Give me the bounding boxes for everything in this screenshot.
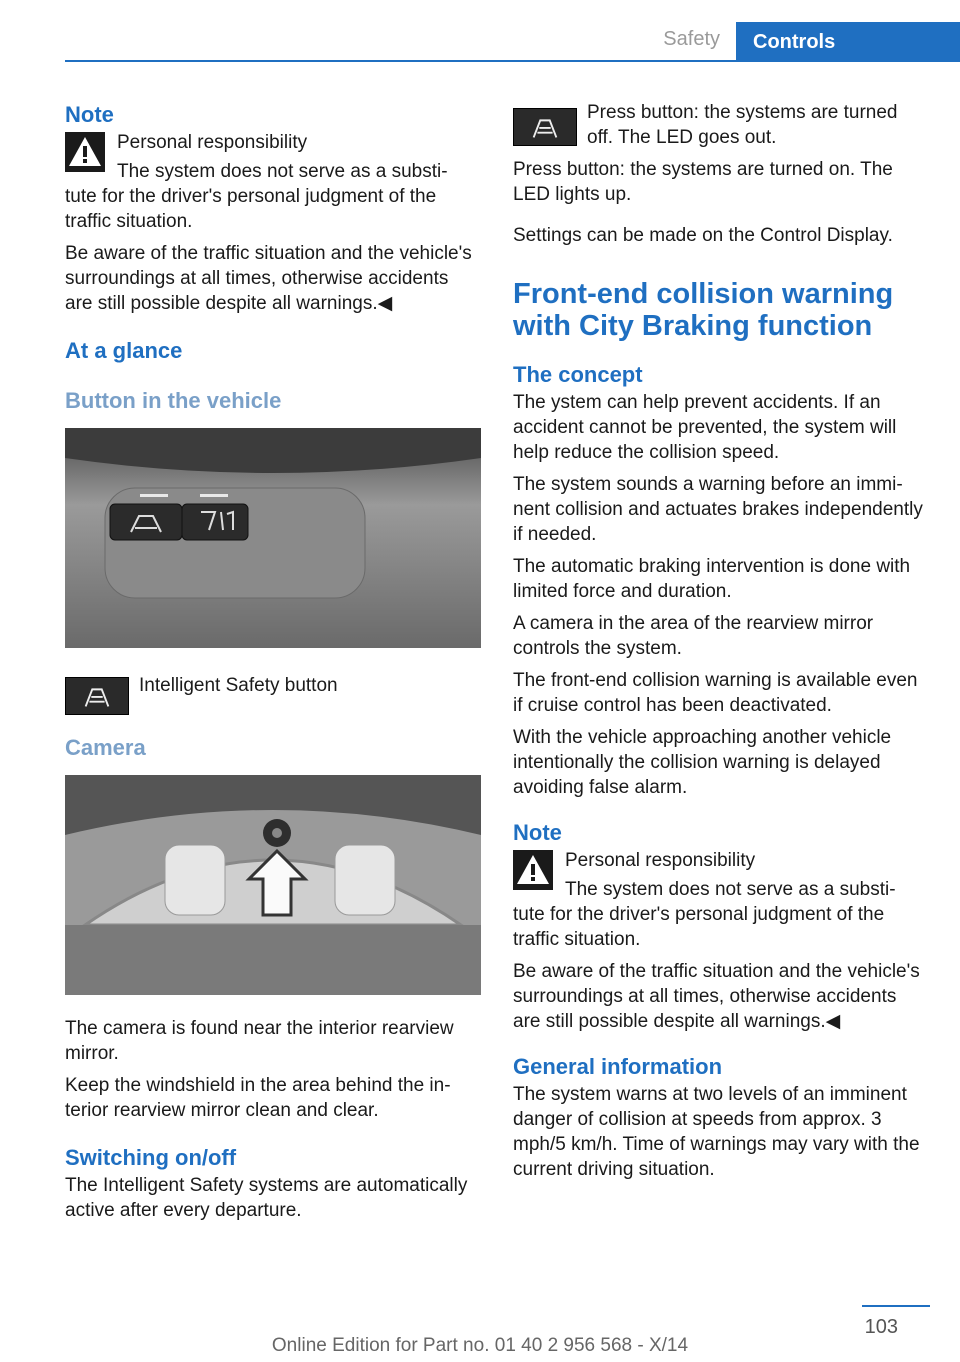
main-heading: Front-end collision warning with City Braking function: [513, 278, 894, 342]
button-heading: Button in the vehicle: [65, 388, 282, 413]
section-label[interactable]: Safety: [663, 28, 720, 50]
chapter-tab[interactable]: Controls: [736, 22, 960, 62]
warning-line-right: The system does not serve as a substi-: [565, 879, 896, 900]
note-heading: Note: [65, 102, 114, 127]
warning-line: The system does not serve as a substi-: [117, 161, 448, 182]
intelligent-safety-button-icon[interactable]: [513, 108, 577, 146]
warning-title-right: Personal responsibility: [565, 850, 756, 871]
warning-triangle-icon: [65, 132, 105, 172]
press-off-text: Press button: the systems are turned off. The LED goes out.: [587, 102, 898, 148]
warning-block: [65, 130, 481, 316]
page-header: [0, 0, 960, 62]
warning-block-right: [513, 848, 925, 1034]
warning-text: tute for the driver's personal judgment of the traffic situation.: [65, 186, 437, 232]
warning-title: Personal responsibility: [117, 132, 308, 153]
camera-text-1: The camera is found near the interior rearview mirror.: [65, 1018, 454, 1064]
footer-rule: [862, 1305, 930, 1307]
page-number: 103: [864, 1316, 898, 1338]
camera-photo: [65, 775, 481, 995]
warning-text-2-right: Be aware of the traffic situation and the vehicle's surroundings at all times, otherwise accidents are still possible despite all warnings.◀: [513, 961, 920, 1032]
button-photo: [65, 428, 481, 648]
concept-text-1: The ystem can help prevent accidents. If an accident cannot be prevented, the system will help reduce the collision speed.: [513, 392, 897, 463]
switching-text: The Intelligent Safety systems are automatically active after every departure.: [65, 1175, 468, 1221]
header-rule: [65, 60, 960, 62]
button-caption-row: [65, 673, 481, 719]
note-heading-right: Note: [513, 820, 562, 845]
camera-text-2: Keep the windshield in the area behind the interior rearview mirror clean and clear.: [65, 1075, 451, 1121]
warning-text-right: tute for the driver's personal judgment of the traffic situation.: [513, 904, 885, 950]
warning-text-2: Be aware of the traffic situation and the vehicle's surroundings at all times, otherwise accidents are still possible despite all warnings.◀: [65, 243, 472, 314]
camera-heading: Camera: [65, 735, 146, 760]
switching-heading: Switching on/off: [65, 1145, 237, 1170]
at-a-glance-heading: At a glance: [65, 338, 183, 363]
press-on-text: Press button: the systems are turned on. The LED lights up.: [513, 159, 893, 205]
press-off-row: [513, 100, 925, 157]
concept-heading: The concept: [513, 362, 643, 387]
general-heading: General information: [513, 1054, 723, 1079]
button-caption: Intelligent Safety button: [139, 675, 338, 696]
concept-text-4: A camera in the area of the rearview mirror controls the system.: [513, 613, 874, 659]
left-column: [65, 100, 481, 1230]
concept-text-3: The automatic braking intervention is done with limited force and duration.: [513, 556, 911, 602]
warning-triangle-icon: [513, 850, 553, 890]
right-column: [513, 100, 925, 1189]
concept-text-6: With the vehicle approaching another vehicle intentionally the collision warning is delayed avoiding false alarm.: [513, 727, 892, 798]
concept-text-2: The system sounds a warning before an imminent collision and actuates brakes independently if needed.: [513, 474, 923, 545]
intelligent-safety-button-icon[interactable]: [65, 677, 129, 715]
edition-footer: Online Edition for Part no. 01 40 2 956 568 - X/14: [271, 1335, 689, 1356]
settings-text: Settings can be made on the Control Display.: [513, 225, 893, 246]
general-text: The system warns at two levels of an imminent danger of collision at speeds from approx. 3 mph/5 km/h. Time of warnings may vary with the current driving situation.: [513, 1084, 920, 1180]
concept-text-5: The front-end collision warning is available even if cruise control has been deactivated.: [513, 670, 918, 716]
